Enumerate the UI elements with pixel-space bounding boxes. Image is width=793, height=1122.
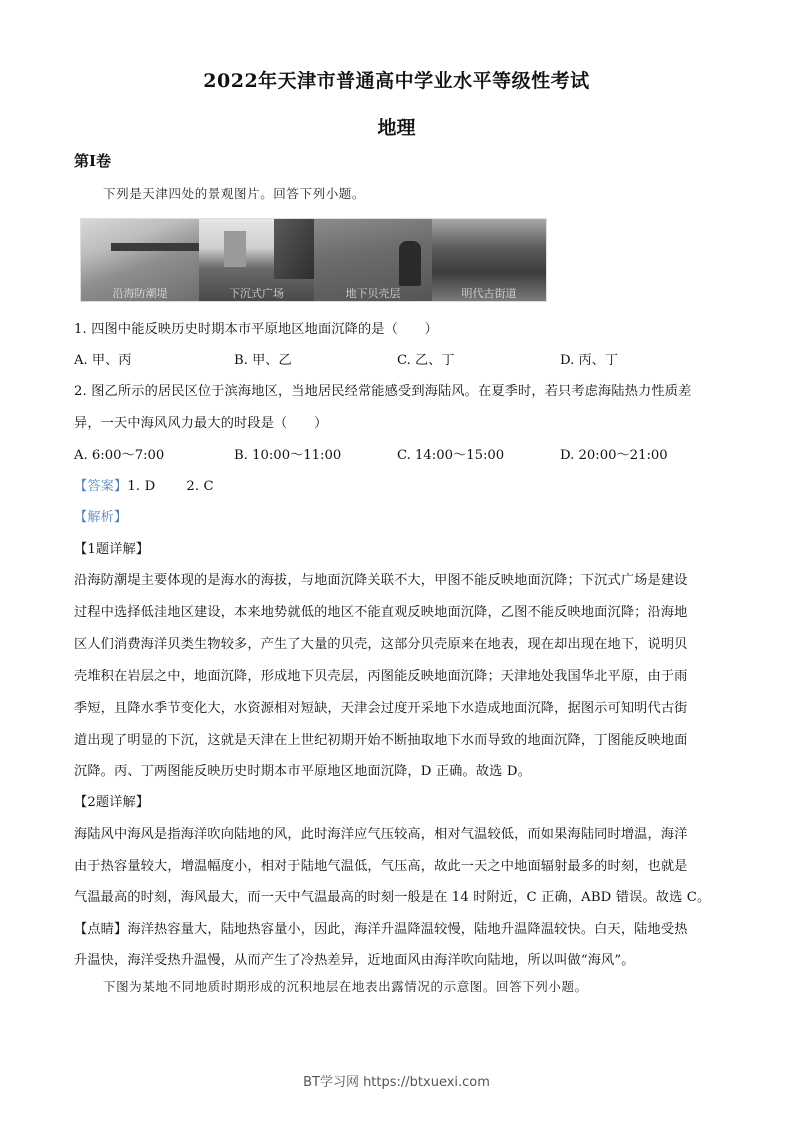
answer-line: [74, 475, 724, 494]
option-b: B. 甲、乙: [234, 353, 292, 368]
detail-2-line: 海陆风中海风是指海洋吹向陆地的风，此时海洋应气压较高，相对气温较低，而如果海陆同时增温，海洋: [74, 827, 688, 842]
analysis-label: 【解析】: [74, 510, 128, 525]
answer-label: 【答案】: [74, 479, 128, 494]
detail-2-line: 由于热容量较大，增温幅度小，相对于陆地气温低，气压高，故此一天之中地面辐射最多的时刻，也就是: [74, 859, 688, 874]
detail-1-line: 沿海防潮堤主要体现的是海水的海拔，与地面沉降关联不大，甲图不能反映地面沉降；下沉式广场是建设: [74, 573, 688, 588]
photo-caption: 沿海防潮堤: [112, 287, 168, 300]
detail-1-label: 【1题详解】: [74, 542, 150, 557]
question-1-stem: 1. 四图中能反映历史时期本市平原地区地面沉降的是（ ）: [74, 322, 438, 337]
photo-seawall: [81, 219, 199, 301]
landscape-photo-strip: [80, 218, 547, 302]
group2-intro: 下图为某地不同地质时期形成的沉积地层在地表出露情况的示意图。回答下列小题。: [103, 979, 588, 994]
option-b: B. 10:00～11:00: [234, 448, 342, 463]
question-2-stem-line-1: 2. 图乙所示的居民区位于滨海地区，当地居民经常能感受到海陆风。在夏季时，若只考虑海陆热力性质差: [74, 384, 692, 399]
detail-1-line: 过程中选择低洼地区建设，本来地势就低的地区不能直观反映地面沉降，乙图不能反映地面沉降；沿海地: [74, 605, 688, 620]
option-d: D. 20:00～21:00: [560, 448, 668, 463]
option-c: C. 14:00～15:00: [397, 448, 505, 463]
answer-text: 1. D 2. C: [127, 479, 214, 494]
building-shape: [224, 231, 246, 267]
tip-label: 【点睛】: [74, 922, 128, 937]
tip-line-1: [74, 918, 724, 937]
option-a: A. 甲、丙: [74, 353, 132, 368]
detail-2-line: 气温最高的时刻，海风最大，而一天中气温最高的时刻一般是在 14 时附近，C 正确，ABD 错误。故选 C。: [74, 890, 711, 905]
subject-title: 地理: [377, 117, 416, 139]
detail-2-label: 【2题详解】: [74, 795, 150, 810]
detail-1-line: 壳堆积在岩层之中，地面沉降，形成地下贝壳层，丙图能反映地面沉降；天津地处我国华北平原，由于雨: [74, 669, 688, 684]
footer-watermark: BT学习网 https://btxuexi.com: [303, 1075, 490, 1090]
section-heading: 第Ⅰ卷: [74, 152, 112, 170]
photo-caption: 明代古街道: [461, 287, 517, 300]
photo-caption: 下沉式广场: [229, 287, 284, 300]
group1-intro: 下列是天津四处的景观图片。回答下列小题。: [103, 186, 366, 201]
structure-shape: [274, 219, 314, 279]
option-a: A. 6:00～7:00: [74, 448, 165, 463]
tip-line-2: 升温快，海洋受热升温慢，从而产生了冷热差异，近地面风由海洋吹向陆地，所以叫做“海风”。: [74, 953, 635, 968]
photo-ancient-street: [432, 219, 546, 301]
photo-sunken-plaza: [199, 219, 314, 301]
tip-text: 海洋热容量大，陆地热容量小，因此，海洋升温降温较慢，陆地升温降温较快。白天，陆地受热: [127, 922, 688, 937]
detail-1-line: 沉降。丙、丁两图能反映历史时期本市平原地区地面沉降，D 正确。故选 D。: [74, 764, 531, 779]
seawall-shape: [111, 243, 199, 251]
photo-shell-layer: [314, 219, 432, 301]
person-shape: [399, 241, 421, 286]
detail-1-line: 道出现了明显的下沉，这就是天津在上世纪初期开始不断抽取地下水而导致的地面沉降，丁图能反映地面: [74, 733, 688, 748]
option-c: C. 乙、丁: [397, 353, 455, 368]
option-d: D. 丙、丁: [560, 353, 619, 368]
photo-caption: 地下贝壳层: [345, 287, 401, 300]
detail-1-line: 季短，且降水季节变化大，水资源相对短缺，天津会过度开采地下水造成地面沉降，据图示可知明代古街: [74, 701, 688, 716]
detail-1-line: 区人们消费海洋贝类生物较多，产生了大量的贝壳，这部分贝壳原来在地表，现在却出现在地下，说明贝: [74, 637, 688, 652]
question-2-stem-line-2: 异，一天中海风风力最大的时段是（ ）: [74, 416, 328, 431]
exam-title: 2022年天津市普通高中学业水平等级性考试: [203, 70, 590, 92]
